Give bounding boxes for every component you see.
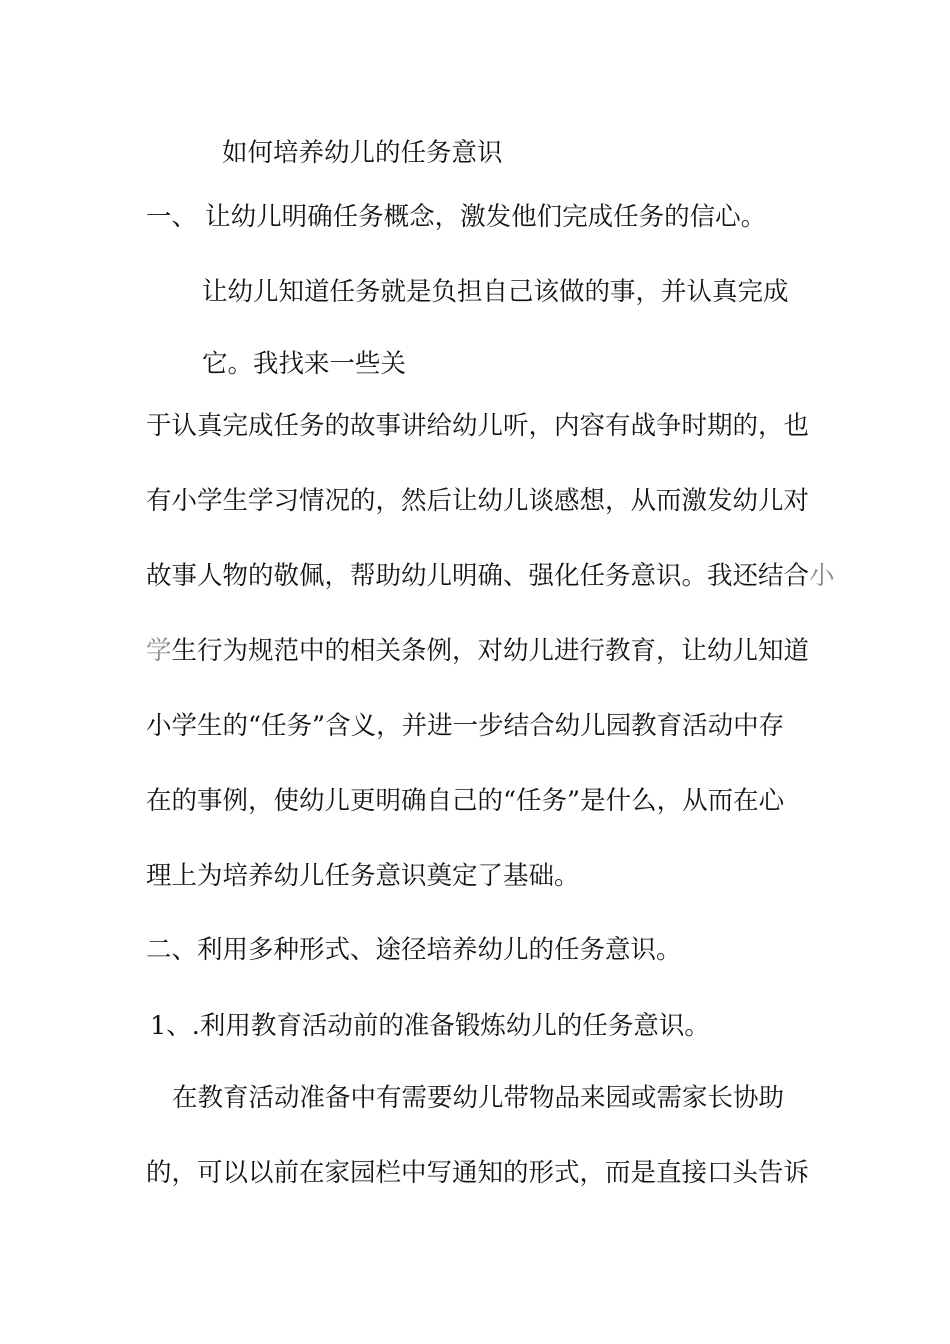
paragraph-line: 理上为培养幼儿任务意识奠定了基础。 [146,861,580,891]
paragraph-line: 在的事例，使幼儿更明确自己的“任务”是什么，从而在心 [146,786,785,816]
faded-char: 学 [146,636,172,666]
paragraph-line: 有小学生学习情况的，然后让幼儿谈感想，从而激发幼儿对 [146,486,810,516]
paragraph-text: 生行为规范中的相关条例，对幼儿进行教育，让幼儿知道 [171,636,810,666]
faded-char: 小 [809,561,835,591]
section-heading-2: 二、利用多种形式、途径培养幼儿的任务意识。 [146,935,682,965]
paragraph-line [146,560,835,592]
paragraph-line: 小学生的“任务”含义，并进一步结合幼儿园教育活动中存 [146,711,785,741]
paragraph-text: 故事人物的敬佩，帮助幼儿明确、强化任务意识。我还结合 [146,561,810,591]
paragraph-line: 在教育活动准备中有需要幼儿带物品来园或需家长协助 [172,1083,785,1113]
section-heading-1: 一、 让幼儿明确任务概念，激发他们完成任务的信心。 [146,202,767,232]
paragraph-line: 的，可以以前在家园栏中写通知的形式，而是直接口头告诉 [146,1158,810,1188]
subsection-heading: 1、.利用教育活动前的准备锻炼幼儿的任务意识。 [150,1011,710,1041]
paragraph-line: 让幼儿知道任务就是负担自己该做的事，并认真完成 [202,277,789,307]
paragraph-line: 它。我找来一些关 [202,349,407,379]
document-title: 如何培养幼儿的任务意识 [222,138,503,168]
paragraph-line [146,635,809,667]
paragraph-line: 于认真完成任务的故事讲给幼儿听，内容有战争时期的，也 [146,411,810,441]
